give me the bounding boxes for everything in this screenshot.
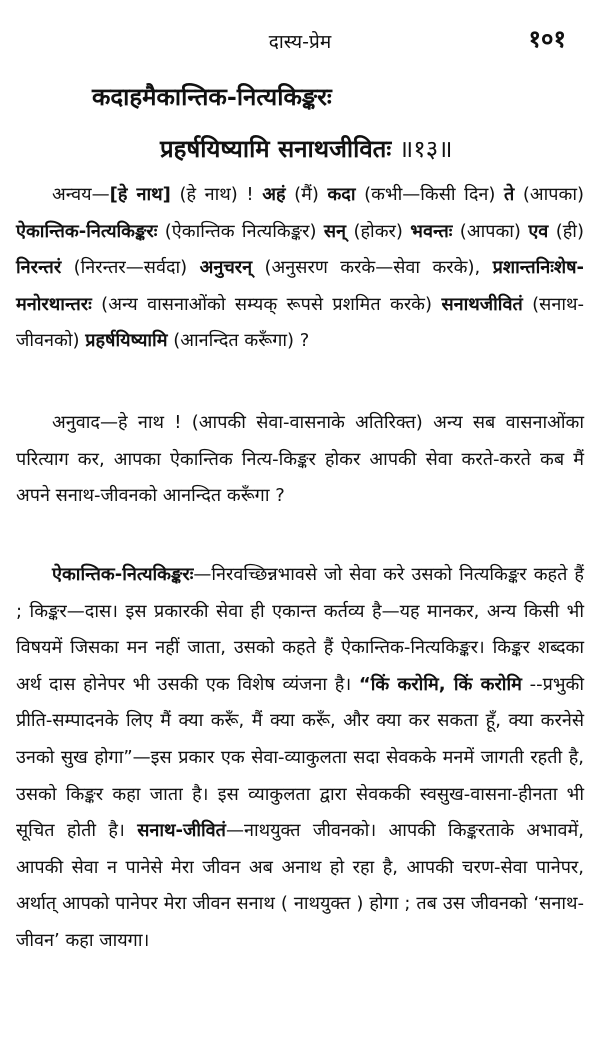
- anvaya-term: ते: [504, 184, 515, 205]
- commentary-text: —नाथयुक्त जीवनको। आपकी किङ्करताके अभावमें, आपकी सेवा न पानेसे मेरा जीवन अब अनाथ हो रहा है, आपकी चरण-सेवा पानेपर, अर्थात् आपको पानेपर मेरा जीवन सनाथ ( नाथयुक्त ) होगा ; तब उस जीवनको ‘सनाथ-जीवन’ कहा जायगा।: [16, 820, 584, 951]
- anvaya-term: निरन्तरं: [16, 257, 62, 279]
- verse-line-2-text: प्रहर्षयिष्यामि सनाथजीवितः: [160, 134, 392, 163]
- anvaya-term: एव: [528, 220, 549, 242]
- anvaya-gloss: (आनन्दित करूँगा) ?: [167, 330, 310, 352]
- anvaya-term: सन्: [323, 220, 347, 242]
- anuvad-text: अनुवाद—हे नाथ ! (आपकी सेवा-वासनाके अतिरिक्त) अन्य सब वासनाओंका परित्याग कर, आपका ऐकान्तिक नित्य-किङ्कर होकर आपकी सेवा करते-करते कब मैं अपने सनाथ-जीवनको आनन्दित करूँगा ?: [16, 412, 584, 507]
- anvaya-term: प्रहर्षयिष्यामि: [85, 330, 168, 352]
- anvaya-term: [हे नाथ]: [109, 184, 171, 205]
- page-header: [0, 20, 600, 60]
- anvaya-gloss: (आपका): [452, 220, 529, 242]
- anvaya-gloss: (ही): [548, 220, 584, 242]
- anvaya-gloss: (मैं): [285, 184, 328, 205]
- anvaya-gloss: (निरन्तर—सर्वदा): [61, 257, 200, 279]
- anvaya-term: सनाथजीवितं: [441, 293, 523, 315]
- anvaya-term: प्रशान्तनिःशेष-मनोरथान्तरः: [16, 257, 584, 315]
- anvaya-gloss: (सनाथ-जीवनको): [16, 293, 584, 352]
- running-title: दास्य-प्रेम: [268, 31, 332, 53]
- anvaya-gloss: (होकर): [346, 220, 411, 242]
- verse-line-2: [160, 132, 453, 165]
- commentary-term: सनाथ-जीवितं: [137, 820, 226, 842]
- anvaya-term: अहं: [262, 184, 286, 205]
- anvaya-term: ऐकान्तिक-नित्यकिङ्करः: [16, 220, 158, 242]
- anvaya-gloss: (अनुसरण करके—सेवा करके),: [252, 257, 493, 279]
- commentary-text: --प्रभुकी प्रीति-सम्पादनके लिए मैं क्या करूँ, मैं क्या करूँ, और क्या कर सकता हूँ, क्या करनेसे उनको सुख होगा”—इस प्रकार एक सेवा-व्याकुलता सदा सेवकके मनमें जागती रहती है, उसको किङ्कर कहा जाता है। इस व्याकुलता द्वारा सेवककी स्वसुख-वासना-हीनता भी सूचित होती है।: [16, 673, 585, 842]
- anvaya-term: कदा: [327, 184, 356, 205]
- anvaya-term: भवन्तः: [410, 220, 453, 242]
- anvaya-gloss: (अन्य वासनाओंको सम्यक् रूपसे प्रशमित करके): [91, 293, 442, 315]
- anvaya-gloss: (हे नाथ) !: [170, 184, 263, 205]
- anvaya-label: अन्वय—: [52, 184, 110, 205]
- commentary-text: —निरवच्छिन्नभावसे जो सेवा करे उसको नित्यकिङ्कर कहते हैं ; किङ्कर—दास। इस प्रकारकी सेवा ही एकान्त कर्तव्य है—यह मानकर, अन्य किसी भी विषयमें जिसका मन नहीं जाता, उसको कहते हैं ऐकान्तिक-नित्यकिङ्कर। किङ्कर शब्दका अर्थ दास होनेपर भी उसकी एक विशेष व्यंजना है।: [16, 564, 584, 695]
- anuvad-paragraph: [16, 405, 584, 515]
- anvaya-term: अनुचरन्: [199, 257, 253, 279]
- commentary-paragraph: [16, 557, 584, 960]
- verse-number: ॥१३॥: [391, 135, 453, 163]
- anvaya-gloss: (ऐकान्तिक नित्यकिङ्कर): [157, 220, 324, 242]
- anvaya-gloss: (आपका): [514, 184, 584, 205]
- anvaya-paragraph: [16, 177, 584, 360]
- commentary-quote: “किं करोमि, किं करोमि: [358, 673, 522, 695]
- anvaya-gloss: (कभी—किसी दिन): [355, 184, 504, 205]
- verse-line-1: कदाहमैकान्तिक-नित्यकिङ्करः: [92, 82, 332, 111]
- page-number: १०१: [528, 25, 566, 53]
- commentary-term: ऐकान्तिक-नित्यकिङ्करः: [52, 564, 194, 585]
